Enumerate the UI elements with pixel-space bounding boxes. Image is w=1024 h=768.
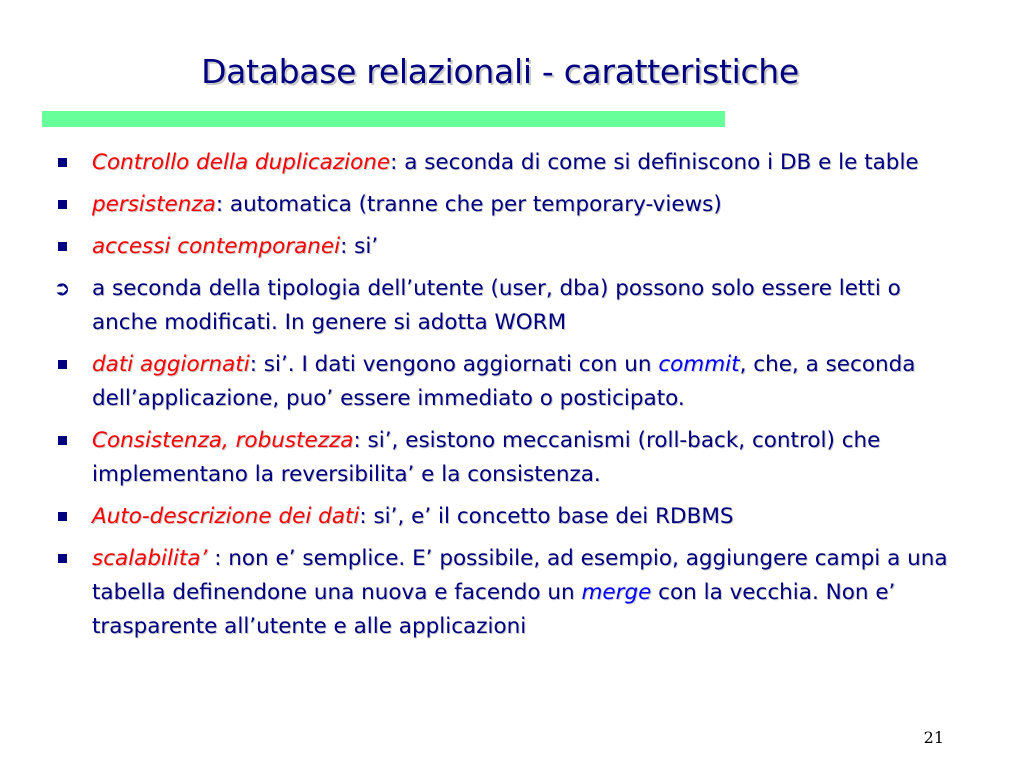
square-bullet-icon — [52, 188, 72, 222]
page-number: 21 — [923, 728, 944, 747]
bullet-text: a seconda della tipologia dell’utente (user, dba) possono solo essere letti o anche modificati. In genere si adotta WORM — [92, 276, 901, 335]
bullet-term: Consistenza, robustezza — [92, 428, 354, 453]
bullet-item — [52, 188, 972, 222]
slide-title: Database relazionali - caratteristiche — [201, 52, 799, 91]
bullet-keyword: commit — [658, 352, 740, 377]
bullet-text: : non e’ semplice. E’ possibile, ad esempio, aggiungere campi a una tabella definendone una nuova e facendo un — [92, 546, 948, 605]
arrow-bullet-icon: ➲ — [53, 276, 71, 300]
square-bullet-icon — [52, 542, 72, 576]
bullet-text: : si’. I dati vengono aggiornati con un — [249, 352, 659, 377]
bullet-term: Auto-descrizione dei dati — [92, 504, 360, 529]
bullet-term: Controllo della duplicazione — [92, 150, 391, 175]
square-bullet-icon — [52, 230, 72, 264]
square-bullet-icon — [52, 146, 72, 180]
square-bullet-icon — [52, 424, 72, 458]
square-bullet-icon — [52, 500, 72, 534]
bullet-item — [52, 272, 972, 340]
bullet-text: : si’, esistono meccanismi (roll-back, control) che implementano la reversibilita’ e la consistenza. — [92, 428, 881, 487]
bullet-list — [52, 146, 972, 652]
bullet-text: : automatica (tranne che per temporary-views) — [215, 192, 722, 217]
bullet-term: accessi contemporanei — [92, 234, 341, 259]
bullet-text-after: con la vecchia. Non e’ trasparente all’utente e alle applicazioni — [92, 580, 896, 639]
title-underline-bar — [42, 111, 725, 127]
bullet-text: : si’ — [340, 234, 379, 259]
bullet-item — [52, 424, 972, 492]
bullet-text: : si’, e’ il concetto base dei RDBMS — [359, 504, 734, 529]
bullet-item — [52, 146, 972, 180]
square-bullet-icon — [52, 348, 72, 382]
bullet-item — [52, 230, 972, 264]
bullet-item — [52, 542, 972, 644]
bullet-item — [52, 348, 972, 416]
bullet-keyword: merge — [581, 580, 652, 605]
bullet-term: dati aggiornati — [92, 352, 250, 377]
bullet-item — [52, 500, 972, 534]
bullet-term: persistenza — [92, 192, 216, 217]
bullet-term: scalabilita’ — [92, 546, 215, 571]
bullet-text-after: , che, a seconda dell’applicazione, puo’ essere immediato o posticipato. — [92, 352, 916, 411]
bullet-text: : a seconda di come si definiscono i DB e le table — [390, 150, 919, 175]
